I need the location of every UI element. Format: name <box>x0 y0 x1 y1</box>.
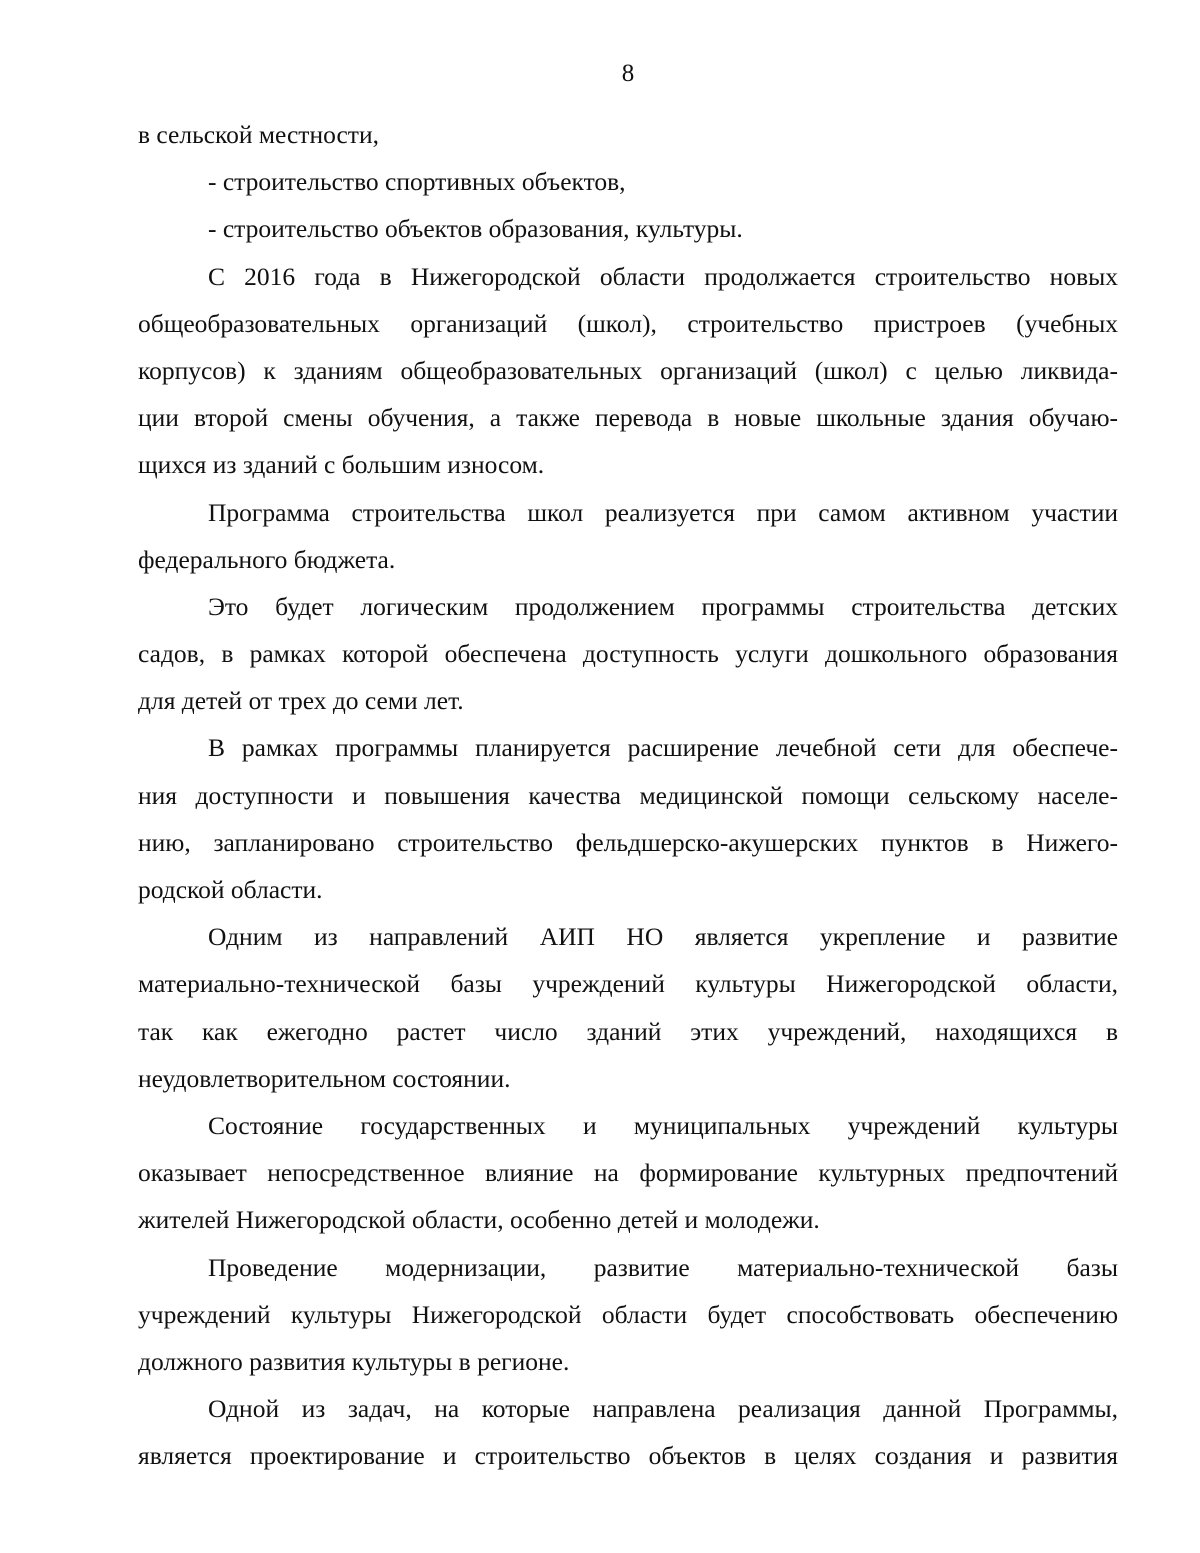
text-line: Состояние государственных и муниципальных учреждений культуры <box>208 1110 1118 1140</box>
text-line: должного развития культуры в регионе. <box>138 1346 570 1376</box>
text-line: садов, в рамках которой обеспечена доступность услуги дошкольного образования <box>138 639 1118 669</box>
text-line: корпусов) к зданиям общеобразовательных организаций (школ) с целью ликвида- <box>138 355 1118 385</box>
text-line: так как ежегодно растет число зданий этих учреждений, находящихся в <box>138 1016 1118 1046</box>
text-line: - строительство объектов образования, культуры. <box>208 214 743 244</box>
text-line: ции второй смены обучения, а также перевода в новые школьные здания обучаю- <box>138 403 1118 433</box>
text-line: Проведение модернизации, развитие материально-технической базы <box>208 1252 1118 1282</box>
text-line: неудовлетворительном состоянии. <box>138 1063 511 1093</box>
text-line: учреждений культуры Нижегородской области будет способствовать обеспечению <box>138 1299 1118 1329</box>
text-line: Это будет логическим продолжением программы строительства детских <box>208 591 1118 621</box>
document-body <box>138 111 1118 1479</box>
text-line: ния доступности и повышения качества медицинской помощи сельскому населе- <box>138 780 1118 810</box>
text-line: родской области. <box>138 875 323 904</box>
text-line: в сельской местности, <box>138 120 379 149</box>
text-line: является проектирование и строительство объектов в целях создания и развития <box>138 1441 1118 1471</box>
text-line: для детей от трех до семи лет. <box>138 686 464 716</box>
page-number: 8 <box>621 60 635 87</box>
text-line: щихся из зданий с большим износом. <box>138 450 545 480</box>
text-line: федерального бюджета. <box>138 544 396 574</box>
text-line: общеобразовательных организаций (школ), строительство пристроев (учебных <box>138 308 1118 338</box>
text-line: материально-технической базы учреждений культуры Нижегородской области, <box>138 969 1118 999</box>
text-line: - строительство спортивных объектов, <box>208 167 626 197</box>
text-line: С 2016 года в Нижегородской области продолжается строительство новых <box>208 261 1118 291</box>
text-line: жителей Нижегородской области, особенно детей и молодежи. <box>138 1205 820 1235</box>
text-line: Одним из направлений АИП НО является укрепление и развитие <box>208 922 1118 952</box>
text-line: Одной из задач, на которые направлена реализация данной Программы, <box>208 1394 1118 1424</box>
text-line: В рамках программы планируется расширение лечебной сети для обеспече- <box>208 733 1118 763</box>
text-line: оказывает непосредственное влияние на формирование культурных предпочтений <box>138 1158 1118 1188</box>
text-line: Программа строительства школ реализуется при самом активном участии <box>208 497 1118 527</box>
text-line: нию, запланировано строительство фельдшерско-акушерских пунктов в Нижего- <box>138 827 1118 857</box>
